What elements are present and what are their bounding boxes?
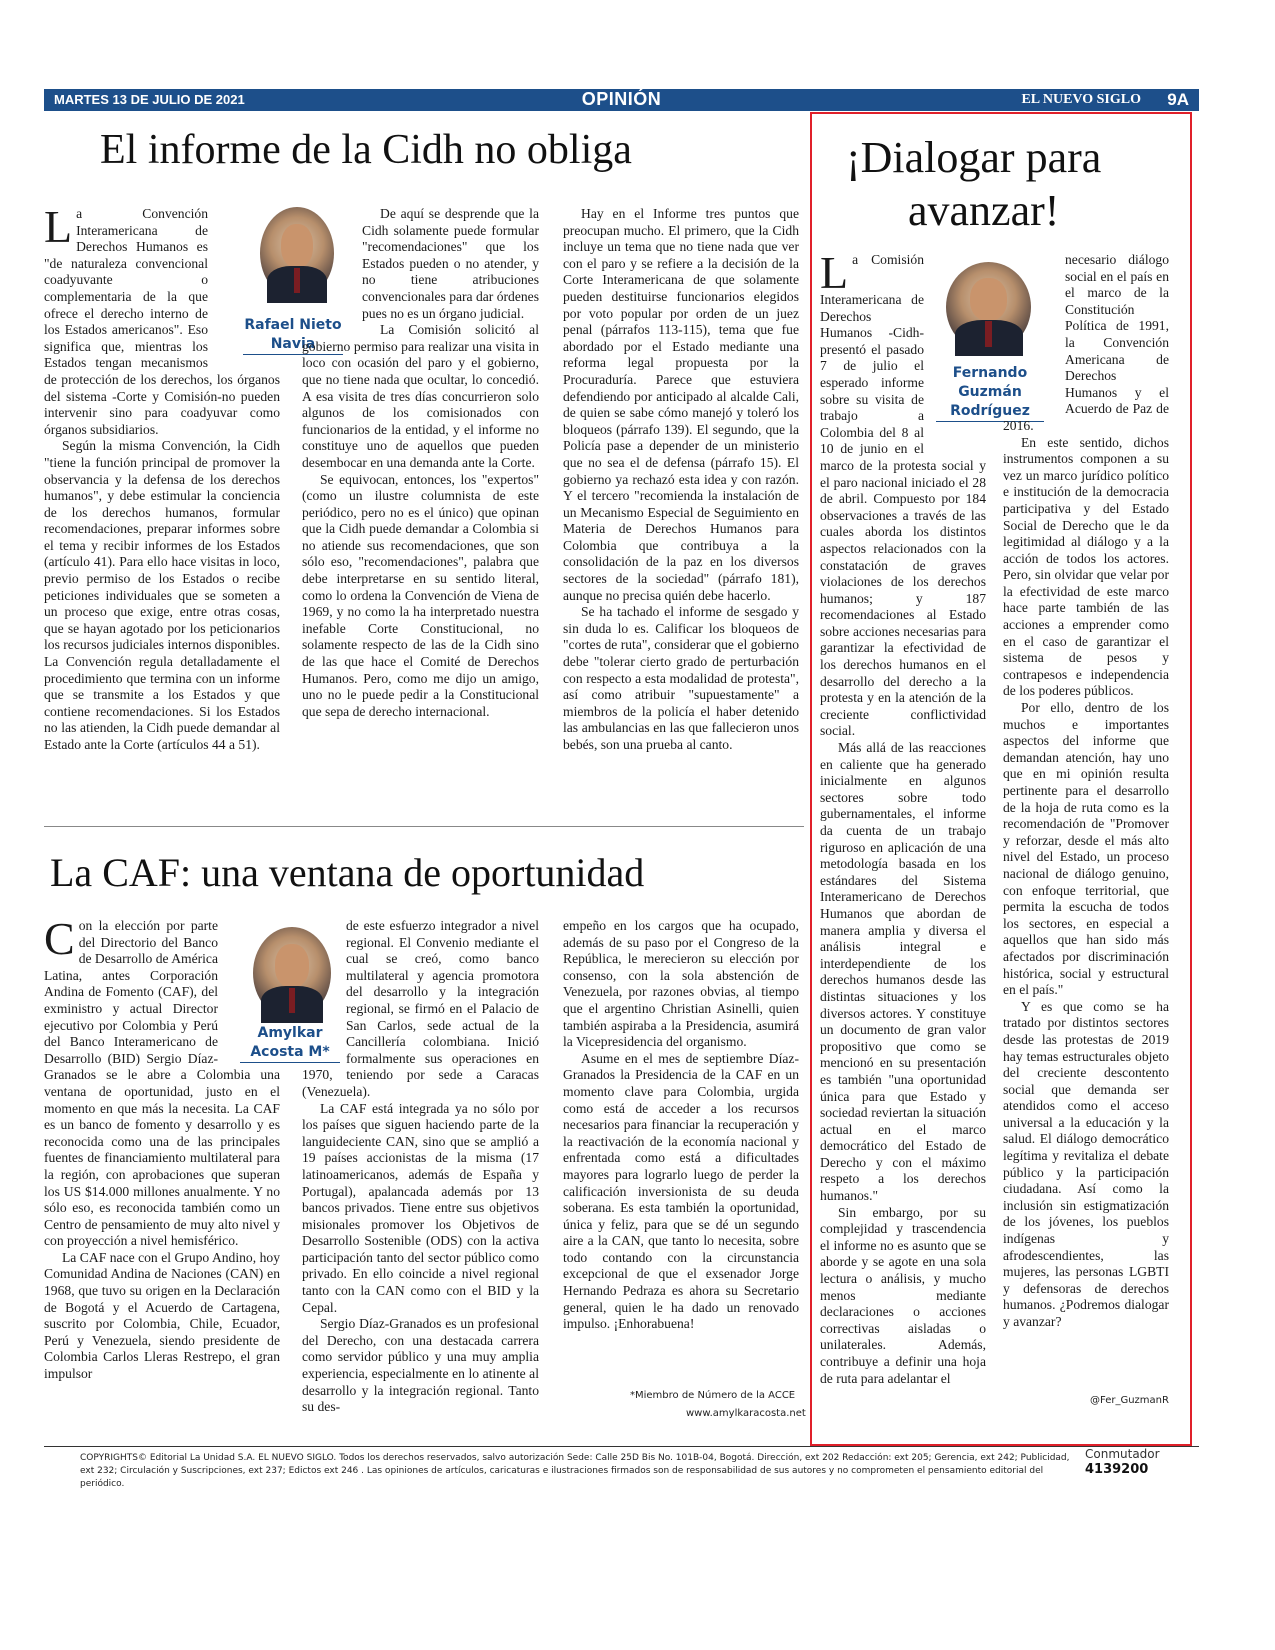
paragraph: Según la misma Convención, la Cidh "tiene la función principal de promover la observancia y la defensa de los derechos humanos", y debe estimular la conciencia de los derechos humanos, formular recomendaciones, preparar informes sobre el tema y recibir informes de los Estados (artículo 41). Para ello hace visitas in loco, previo permiso de los Estados o recibe peticiones individuales que se someten a un proceso que exige, entre otras cosas, que se hayan agotado por los peticionarios los recursos judiciales internos disponibles. La Convención regula detalladamente el procedimiento que termina con un informe que se transmite a los Estados y que contiene recomendaciones. Si los Estados no las atienden, la Cidh puede demandar al Estado ante la Corte (artículos 44 a 51). xyxy=(44,438,280,752)
paragraph: Sin embargo, por su complejidad y trascendencia el informe no es asunto que se aborde y se agote en una sola lectura o análisis, y mucho menos mediante declaraciones o acciones correctivas aisladas o unilaterales. Además, contribuye a definir una hoja de ruta para adelantar el xyxy=(820,1204,986,1386)
paragraph: Sergio Díaz-Granados es un profesional del Derecho, con una destacada carrera como servidor público y una muy amplia experiencia, especialmente en lo atinente al desarrollo y la integración regional. Tanto su des- xyxy=(302,1316,539,1415)
article3-headline-line2: avanzar! xyxy=(908,186,1060,235)
paragraph: Hay en el Informe tres puntos que preocupan mucho. El primero, que la Cidh incluye un tema que no tiene nada que ver con el paro y se refiere a la decisión de la Corte Interamericana de que solamente pueden destituirse funcionarios elegidos por voto popular por orden de un juez penal (párrafos 113-115), tema que fue abordado por el Estado mediante una reforma legal propuesta por la Procuraduría. Parece que estuviera defendiendo por anticipado al alcalde Cali, de quien se sabe cómo manejó y toleró los bloqueos (párrafo 139). El segundo, que la Policía pase a depender de un ministerio que no sea el de defensa (párrafo 15). El gobierno ya rechazó esta idea y con razón. Y el tercero "recomienda la instalación de un Mecanismo Especial de Seguimiento en Materia de Derechos Humanos para Colombia que contribuya a la consolidación de la paz en los diversos sectores de la sociedad" (párrafo 181), aunque no precisa quién debe hacerlo. xyxy=(563,206,799,603)
paragraph: La CAF está integrada ya no sólo por los países que siguen haciendo parte de la languideciente CAN, sino que se amplió a 19 países accionistas de la misma (17 latinoamericanos, además de España y Portugal), apalancada además por 13 bancos privados. Tiene entre sus objetivos misionales promover los Objetivos de Desarrollo Sostenible (ODS) con la activa participación tanto del sector público como privado. En ello coincide a nivel regional tanto con la CAN como con el BID y la Cepal. xyxy=(302,1100,539,1315)
footer-rule xyxy=(44,1446,1199,1447)
switchboard-number: 4139200 xyxy=(1085,1462,1149,1477)
paragraph: En este sentido, dichos instrumentos componen a su vez un marco jurídico político e institución de la democracia participativa y del Estado Social de Derecho que le da legitimidad al diálogo y a la acción de todos los actores. Pero, sin olvidar que velar por la efectividad de este marco hace parte también de las acciones a emprender como en el caso de garantizar el sistema de pesos y contrapesos e independencia de los poderes públicos. xyxy=(1003,434,1169,699)
page-number: 9A xyxy=(1167,90,1189,109)
article2-column-3 xyxy=(563,918,799,1333)
article1-column-1 xyxy=(44,201,280,754)
paragraph: de este esfuerzo integrador a nivel regional. El Convenio mediante el cual se creó, como banco multilateral y agencia promotora del desarrollo y la integración regional, se firmó en el Palacio de San Carlos, sede actual de la Cancillería colombiana. Inició formalmente sus operaciones en 1970, teniendo por sede a Caracas (Venezuela). xyxy=(302,918,539,1099)
paragraph: a Convención Interamericana de Derechos Humanos es "de naturaleza convencional coadyuvante o complementaria de la que ofrece el derecho interno de los Estados americanos". Eso significa que, mientras los Estados tengan mecanismos de protección de los derechos, los órganos del sistema -Corte y Comisión-no pueden intervenir sino para coadyuvar como órganos subsidiarios. xyxy=(44,206,280,437)
article3-headline-line1: ¡Dialogar para xyxy=(846,133,1102,182)
paragraph: empeño en los cargos que ha ocupado, además de su paso por el Congreso de la República, le merecieron su elección por consenso, con la sola abstención de Venezuela, por razones obvias, al tiempo que el argentino Christian Asinelli, quien también aspiraba a la Presidencia, asumirá la Vicepresidencia del organismo. xyxy=(563,918,799,1050)
copyright-notice: COPYRIGHTS© Editorial La Unidad S.A. EL NUEVO SIGLO. Todos los derechos reservados, salvo autorización Sede: Calle 25D Bis No. 101B-04, Bogotá. Dirección, ext 202 Redacción: ext 205; Gerencia, ext 242; Publicidad, ext 232; Circulación y Suscripciones, ext 237; Edictos ext 246 . Las opiniones de artículos, caricaturas e ilustraciones firmados son de responsabilidad de sus autores y no comprometen el pensamiento editorial del periódico. xyxy=(80,1453,1070,1489)
paragraph: Y es que como se ha tratado por distintos sectores desde las protestas de 2019 hay temas estructurales objeto del creciente descontento social que demanda ser atendidos como el acceso universal a la educación y la salud. El diálogo democrático legítima y revitaliza el debate público y la participación ciudadana. Así como la inclusión sin estigmatización de los jóvenes, los pueblos indígenas y afrodescendientes, las mujeres, las personas LGBTI y defensoras de derechos humanos. ¿Podremos dialogar y avanzar? xyxy=(1003,998,1169,1329)
paragraph: Se ha tachado el informe de sesgado y sin duda lo es. Calificar los bloqueos de "cortes de ruta", considerar que el gobierno debe "tolerar cierto grado de perturbación con respecto a esta modalidad de protesta", así como atribuir "supuestamente" a miembros de la policía el haber detenido las ambulancias en las que fallecieron unos bebés, son una prueba al canto. xyxy=(563,604,799,752)
author-name-line2: Guzmán xyxy=(958,384,1022,400)
page-header xyxy=(44,89,1199,111)
paragraph: Por ello, dentro de los muchos e importantes aspectos del informe que demandan atención, hay uno que en mi opinión resulta pertinente para el desarrollo de la hoja de ruta como es la recomendación de "Promover y reforzar, desde el más alto nivel del Estado, un proceso nacional de diálogo genuino, con enfoque territorial, que permita la escucha de todos los sectores, en especial a aquellos que han sido más afectados por discriminación histórica, social y estructural en el país." xyxy=(1003,700,1169,998)
paragraph: on la elección por parte del Directorio del Banco de Desarrollo de América Latina, antes Corporación Andina de Fomento (CAF), del exministro y actual Director ejecutivo por Colombia y Perú del Banco Interamericano de Desarrollo (BID) Sergio Díaz-Granados se le abre a Colombia una ventana de oportunidad, justo en el momento en que más la necesita. La CAF es un banco de fomento y desarrollo y es reconocida como una de las principales fuentes de financiamiento multilateral para la región, con aprobaciones que superan los US $14.000 millones anualmente. Y no sólo eso, es reconocida también como un Centro de pensamiento de muy alto nivel y con proyección a nivel hemisférico. xyxy=(44,918,280,1249)
switchboard-label: Conmutador xyxy=(1085,1447,1160,1461)
article1-column-3 xyxy=(563,206,799,754)
article3-column-1 xyxy=(820,247,986,1387)
section-title: OPINIÓN xyxy=(581,89,662,109)
paragraph: De aquí se desprende que la Cidh solamente puede formular "recomendaciones" que los Estados pueden o no atender, y no tiene atribuciones convencionales para dar órdenes pues no es un órgano judicial. xyxy=(362,206,540,321)
dropcap-L: L xyxy=(820,247,849,298)
author-website: www.amylkaracosta.net xyxy=(686,1408,806,1419)
paragraph: Asume en el mes de septiembre Díaz-Granados la Presidencia de la CAF en un momento clave para Colombia, urgida como está de acceder a los recursos necesarios para financiar la recuperación y la reactivación de la economía nacional y enfrentada como está a dificultades mayores para lograrlo luego de perder la calificación inversionista de su deuda soberana. Es esta también la oportunidad, única y feliz, para que se dé un segundo aire a la CAN, que tanto lo necesita, sobre todo contando con la circunstancia excepcional de que el exsenador Jorge Hernando Pedraza es ahora su Secretario general, quien le ha dado un renovado impulso. ¡Enhorabuena! xyxy=(563,1050,799,1332)
author-name-line2: Navia xyxy=(243,335,343,355)
article1-headline: El informe de la Cidh no obliga xyxy=(100,127,632,173)
newspaper-name: EL NUEVO SIGLO xyxy=(1021,92,1141,107)
paragraph: La CAF nace con el Grupo Andino, hoy Comunidad Andina de Naciones (CAN) en 1968, que tuvo su origen en la Declaración de Bogotá y el Acuerdo de Cartagena, suscrito por Colombia, Chile, Ecuador, Perú y Venezuela, siendo presidente de Colombia Carlos Lleras Restrepo, el gran impulsor xyxy=(44,1249,280,1382)
paragraph: Se equivocan, entonces, los "expertos" (como un ilustre columnista de este periódico, pero no es el único) que opinan que la Cidh puede demandar a Colombia si no atiende sus recomendaciones, que son sólo eso, "recomendaciones", palabra que debe interpretarse en su sentido literal, como lo ordena la Convención de Viena de 1969, y no como la ha interpretado nuestra inefable Corte Constitucional, no solamente respecto de las de la Cidh sino de las que hace el Comité de Derechos Humanos. Pero, como me dijo un amigo, uno no le puede pedir a la Constitucional que sepa de derecho internacional. xyxy=(302,471,539,719)
author-name-line2: Acosta M* xyxy=(240,1043,340,1063)
article1-column-2 xyxy=(302,206,539,720)
article2-column-1 xyxy=(44,913,280,1383)
article3-column-2 xyxy=(1003,252,1169,1331)
paragraph: a Comisión Interamericana de Derechos Humanos -Cidh- presentó el pasado 7 de julio el esperado informe sobre su visita de trabajo a Colombia del 8 al 10 de junio en el marco de la protesta social y el paro nacional iniciado el 28 de abril. Compuesto por 184 observaciones a través de las cuales aborda los distintos aspectos relacionados con la constatación de graves violaciones de los derechos humanos; y 187 recomendaciones al Estado sobre acciones necesarias para garantizar la efectividad de los derechos humanos en el desarrollo del derecho a la protesta y en la atención de la creciente conflictividad social. xyxy=(820,252,986,739)
paragraph: necesario diálogo social en el país en el marco de la Constitución Política de 1991, la Convención Americana de Derechos Humanos y el Acuerdo de Paz de 2016. xyxy=(1003,252,1169,433)
author-name-line1: Fernando xyxy=(952,365,1028,381)
dropcap-L: L xyxy=(44,201,73,252)
issue-date: MARTES 13 DE JULIO DE 2021 xyxy=(54,92,245,107)
twitter-handle: @Fer_GuzmanR xyxy=(1090,1395,1169,1406)
author-note: *Miembro de Número de la ACCE xyxy=(630,1390,796,1401)
author-name-line3: Rodríguez xyxy=(936,402,1044,422)
article2-column-2 xyxy=(302,918,539,1416)
author-name-line1: Amylkar xyxy=(257,1025,323,1041)
author-name-line1: Rafael Nieto xyxy=(244,317,342,333)
dropcap-C: C xyxy=(44,913,75,964)
paragraph: La Comisión solicitó al gobierno permiso para realizar una visita in loco con ocasión del paro y el gobierno, que no tiene nada que ocultar, lo concedió. A esa visita de tres días concurrieron solo algunos de los comisionados con funcionarios de la entidad, y el informe no constituye uno de aquellos que pueden desembocar en una demanda ante la Corte. xyxy=(302,322,539,470)
paragraph: Más allá de las reacciones en caliente que ha generado inicialmente en algunos sectores sobre todo gubernamentales, el informe da cuenta de un trabajo riguroso en aplicación de una metodología basada en los estándares del Sistema Interamericano de Derechos Humanos que abordan de manera amplia y diversa el análisis integral e interdependiente de los derechos humanos desde las distintas situaciones y los diversos actores. Y constituye un documento de gran valor propositivo que como se mencionó en su presentación es también "una oportunidad única para que Estado y sociedad reviertan la situación actual en el marco democrático del Estado de Derecho y con el máximo respeto a los derechos humanos." xyxy=(820,740,986,1204)
article2-headline: La CAF: una ventana de oportunidad xyxy=(50,850,645,895)
section-divider xyxy=(44,826,804,827)
